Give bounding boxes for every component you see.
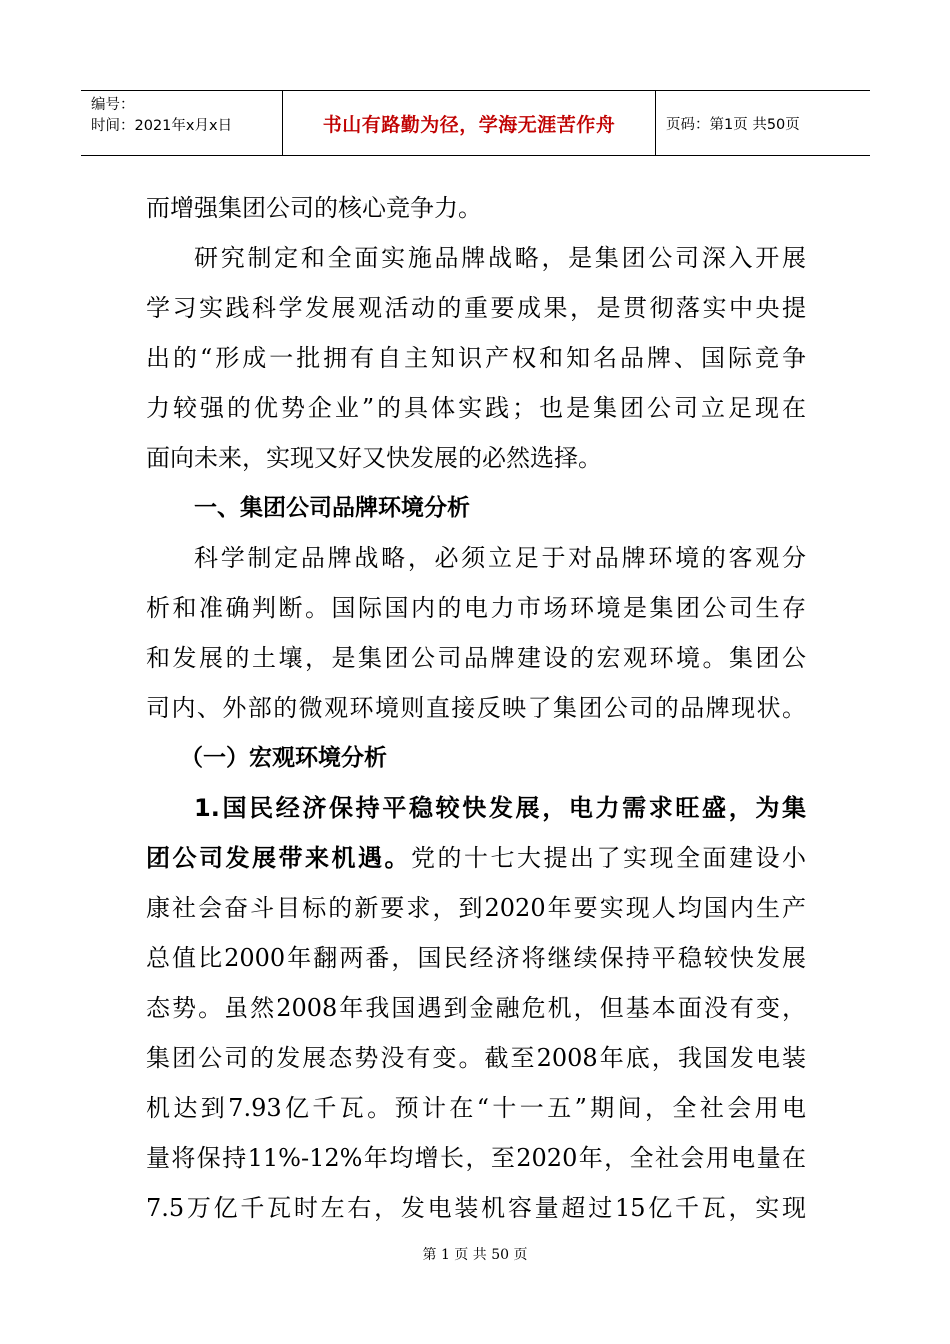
time-label: 时间：2021年x月x日 xyxy=(91,118,233,134)
serial-number-label: 编号： xyxy=(91,97,135,113)
paragraph-line: 总值比2000年翻两番，国民经济将继续保持平稳较快发展 xyxy=(146,944,806,972)
paragraph-line: 学习实践科学发展观活动的重要成果，是贯彻落实中央提 xyxy=(146,294,806,322)
paragraph-line: 7.5万亿千瓦时左右，发电装机容量超过15亿千瓦，实现 xyxy=(146,1194,806,1222)
motto: 书山有路勤为径，学海无涯苦作舟 xyxy=(322,113,616,136)
paragraph-line: 态势。虽然2008年我国遇到金融危机，但基本面没有变， xyxy=(146,994,806,1022)
paragraph-text: 党的十七大提出了实现全面建设小 xyxy=(411,844,806,872)
paragraph-line: 研究制定和全面实施品牌战略，是集团公司深入开展 xyxy=(194,244,806,272)
paragraph-line: 而增强集团公司的核心竞争力。 xyxy=(146,194,482,222)
paragraph-line-bold: 1.国民经济保持平稳较快发展，电力需求旺盛，为集 xyxy=(194,794,806,822)
paragraph-line: 出的“形成一批拥有自主知识产权和知名品牌、国际竞争 xyxy=(146,344,806,372)
paragraph-line: 康社会奋斗目标的新要求，到2020年要实现人均国内生产 xyxy=(146,894,806,922)
document-body xyxy=(146,183,806,1233)
subsection-heading: （一）宏观环境分析 xyxy=(180,745,387,771)
bold-lead-text: 团公司发展带来机遇。 xyxy=(146,844,411,872)
header-meta xyxy=(81,91,282,155)
paragraph-line: 科学制定品牌战略，必须立足于对品牌环境的客观分 xyxy=(194,544,806,572)
page-footer: 第 1 页 共 50 页 xyxy=(422,1247,528,1263)
paragraph-line: 量将保持11%-12%年均增长，至2020年，全社会用电量在 xyxy=(146,1144,806,1172)
paragraph-line: 集团公司的发展态势没有变。截至2008年底，我国发电装 xyxy=(146,1044,806,1072)
paragraph-line: 力较强的优势企业”的具体实践；也是集团公司立足现在 xyxy=(146,394,806,422)
header-motto-cell xyxy=(282,91,656,155)
page-info: 页码：第1页 共50页 xyxy=(666,116,800,133)
paragraph-line: 析和准确判断。国际国内的电力市场环境是集团公司生存 xyxy=(146,594,806,622)
paragraph-line: 司内、外部的微观环境则直接反映了集团公司的品牌现状。 xyxy=(146,694,806,722)
paragraph-line: 面向未来，实现又好又快发展的必然选择。 xyxy=(146,444,602,472)
mixed-line xyxy=(146,833,806,883)
paragraph-line: 和发展的土壤，是集团公司品牌建设的宏观环境。集团公 xyxy=(146,644,806,672)
header-page-info-cell xyxy=(656,91,870,155)
page-header xyxy=(81,90,870,156)
paragraph-line: 机达到7.93亿千瓦。预计在“十一五”期间，全社会用电 xyxy=(146,1094,806,1122)
section-heading: 一、集团公司品牌环境分析 xyxy=(194,495,470,521)
